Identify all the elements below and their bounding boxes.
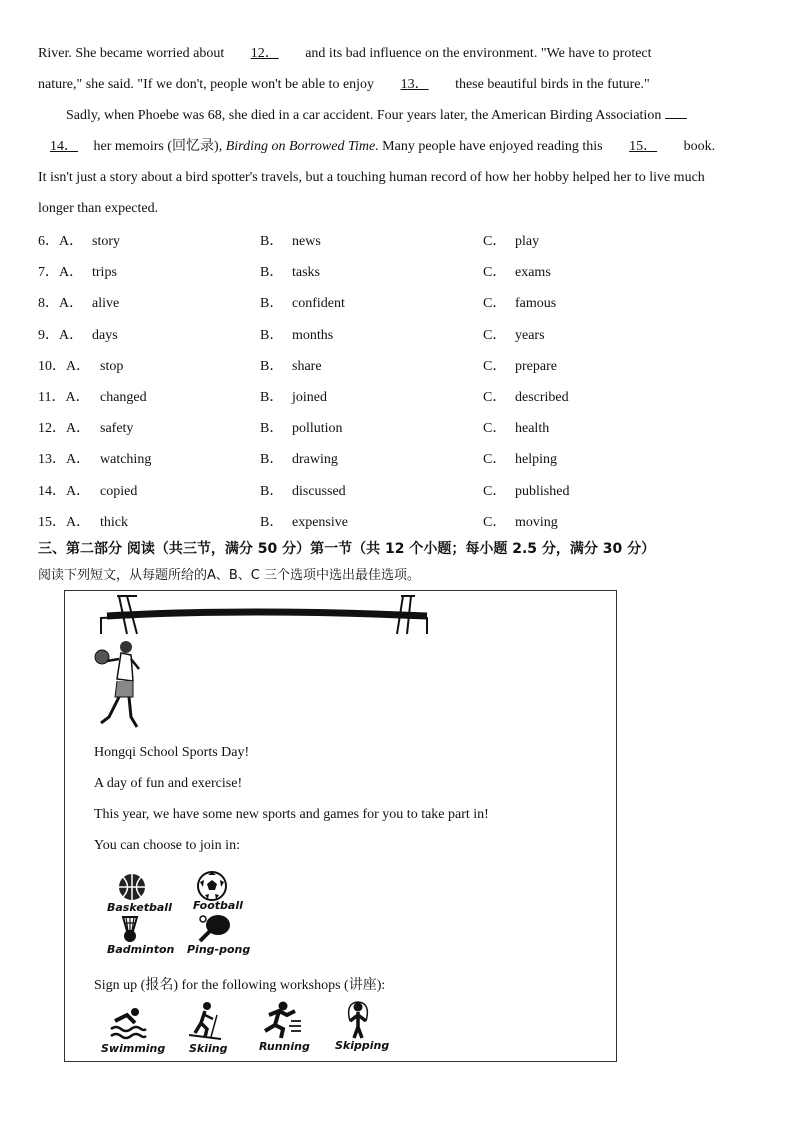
option-c: health — [515, 421, 550, 437]
passage-text: Sadly, when Phoebe was 68, she died in a car accident. Four years later, the American Birding Association — [66, 108, 665, 123]
poster-subtitle: A day of fun and exercise! — [94, 776, 243, 791]
option-c-label: C． — [483, 265, 507, 281]
option-a: copied — [100, 483, 138, 499]
workshop-label-running: Running — [259, 1040, 310, 1053]
option-c-label: C． — [483, 234, 507, 249]
question-number: 15．A． — [38, 514, 91, 530]
question-row — [38, 325, 758, 347]
option-b: confident — [292, 296, 345, 312]
instruction: 阅读下列短文，从每题所给的A、B、C 三个选项中选出最佳选项。 — [38, 568, 421, 583]
poster-title: Hongqi School Sports Day! — [94, 745, 250, 760]
option-a: changed — [100, 390, 147, 405]
passage-text: nature," she said. "If we don't, people won't be able to enjoy — [38, 77, 378, 92]
option-c-label: C． — [483, 514, 507, 530]
option-c-label: C． — [483, 327, 507, 343]
question-row — [38, 512, 758, 534]
option-c: play — [515, 234, 540, 249]
option-b-label: B． — [260, 296, 284, 312]
option-b-label: B． — [260, 452, 284, 468]
option-a: days — [92, 327, 118, 343]
option-a: safety — [100, 421, 134, 437]
passage-line — [38, 164, 753, 195]
option-c: prepare — [515, 358, 557, 374]
option-b-label: B． — [260, 234, 284, 249]
question-row — [38, 293, 758, 315]
basketball-player-icon — [93, 639, 145, 735]
poster-choose: You can choose to join in: — [94, 838, 240, 853]
option-b: joined — [292, 390, 327, 405]
blank-13: 13． — [400, 77, 429, 92]
book-title: Birding on Borrowed Time — [225, 139, 376, 154]
option-c-label: C． — [483, 452, 507, 468]
question-row — [38, 387, 758, 409]
option-a: thick — [100, 514, 128, 530]
option-a: story — [92, 234, 120, 249]
passage-text: . Many people have enjoyed reading this — [375, 139, 607, 154]
option-b-label: B． — [260, 265, 284, 281]
blank-15: 15． — [629, 139, 658, 154]
question-number: 9．A． — [38, 327, 84, 343]
passage-text: book. — [683, 139, 716, 154]
question-number: 14．A． — [38, 483, 91, 499]
option-a: stop — [100, 358, 124, 374]
option-c: helping — [515, 452, 557, 468]
option-c: published — [515, 483, 570, 499]
passage-line — [38, 71, 753, 102]
passage-text: and its bad influence on the environment. "We have to protect — [305, 46, 652, 61]
poster-intro: This year, we have some new sports and games for you to take part in! — [94, 807, 489, 822]
workshop-label-skipping: Skipping — [335, 1039, 390, 1052]
option-b: news — [292, 234, 321, 249]
passage-text: these beautiful birds in the future." — [455, 77, 650, 92]
sport-label-basketball: Basketball — [107, 901, 172, 914]
badminton-icon — [115, 915, 145, 945]
option-b-label: B． — [260, 514, 284, 530]
sport-label-badminton: Badminton — [107, 943, 175, 956]
question-number: 7．A． — [38, 265, 84, 281]
running-icon — [259, 1001, 303, 1039]
passage-text: It isn't just a story about a bird spotter's travels, but a touching human record of how her hobby helped her to live much — [38, 170, 705, 185]
blank-14: 14． — [50, 139, 78, 154]
option-a: watching — [100, 452, 152, 468]
option-c-label: C． — [483, 358, 507, 374]
option-b-label: B． — [260, 483, 284, 499]
option-b-label: B． — [260, 390, 284, 405]
option-c-label: C． — [483, 390, 507, 405]
passage-line — [38, 133, 753, 164]
blank-12: 12． — [250, 46, 279, 61]
question-number: 6．A． — [38, 234, 84, 249]
question-number: 11．A． — [38, 390, 90, 405]
question-row — [38, 262, 758, 284]
option-c: moving — [515, 514, 558, 530]
option-b: tasks — [292, 265, 320, 281]
option-b-label: B． — [260, 327, 284, 343]
question-number: 12．A． — [38, 421, 91, 437]
option-b: months — [292, 327, 334, 343]
sport-label-football: Football — [193, 899, 243, 912]
skipping-icon — [343, 1001, 373, 1041]
question-number: 13．A． — [38, 452, 91, 468]
sport-label-ping-pong: Ping-pong — [187, 943, 251, 956]
option-c-label: C． — [483, 483, 507, 499]
option-b: expensive — [292, 514, 348, 530]
passage-line — [38, 102, 753, 133]
option-c: exams — [515, 265, 551, 281]
skiing-icon — [187, 1001, 223, 1041]
poster-signup: Sign up (报名) for the following workshops (讲座): — [94, 978, 386, 993]
passage-line — [38, 40, 753, 71]
sports-day-poster — [64, 590, 617, 1062]
question-row — [38, 481, 758, 503]
option-b-label: B． — [260, 421, 284, 437]
option-c: years — [515, 327, 545, 343]
question-row — [38, 356, 758, 378]
workshop-label-swimming: Swimming — [101, 1042, 166, 1055]
option-b: share — [292, 358, 322, 374]
section-heading: 三、第二部分 阅读（共三节，满分 50 分）第一节（共 12 个小题；每小题 2.5 分，满分 30 分） — [38, 541, 656, 557]
option-b-label: B． — [260, 358, 284, 374]
banner-graphic — [97, 594, 433, 636]
option-b: discussed — [292, 483, 346, 499]
passage-text: her memoirs (回忆录), — [93, 139, 226, 154]
passage — [38, 40, 753, 226]
option-b: pollution — [292, 421, 343, 437]
option-c-label: C． — [483, 421, 507, 437]
option-b: drawing — [292, 452, 338, 468]
football-icon — [196, 870, 228, 902]
option-a: alive — [92, 296, 120, 312]
question-number: 8．A． — [38, 296, 84, 312]
option-c: famous — [515, 296, 557, 312]
question-row — [38, 449, 758, 471]
passage-text: longer than expected. — [38, 201, 159, 216]
swimming-icon — [109, 1005, 147, 1041]
question-row — [38, 231, 758, 253]
option-c: described — [515, 390, 569, 405]
question-number: 10．A． — [38, 358, 91, 374]
workshop-label-skiing: Skiing — [189, 1042, 228, 1055]
passage-line — [38, 195, 753, 226]
basketball-icon — [117, 872, 147, 902]
option-a: trips — [92, 265, 117, 281]
passage-text: River. She became worried about — [38, 46, 228, 61]
option-c-label: C． — [483, 296, 507, 312]
question-row — [38, 418, 758, 440]
ping-pong-icon — [196, 913, 232, 943]
